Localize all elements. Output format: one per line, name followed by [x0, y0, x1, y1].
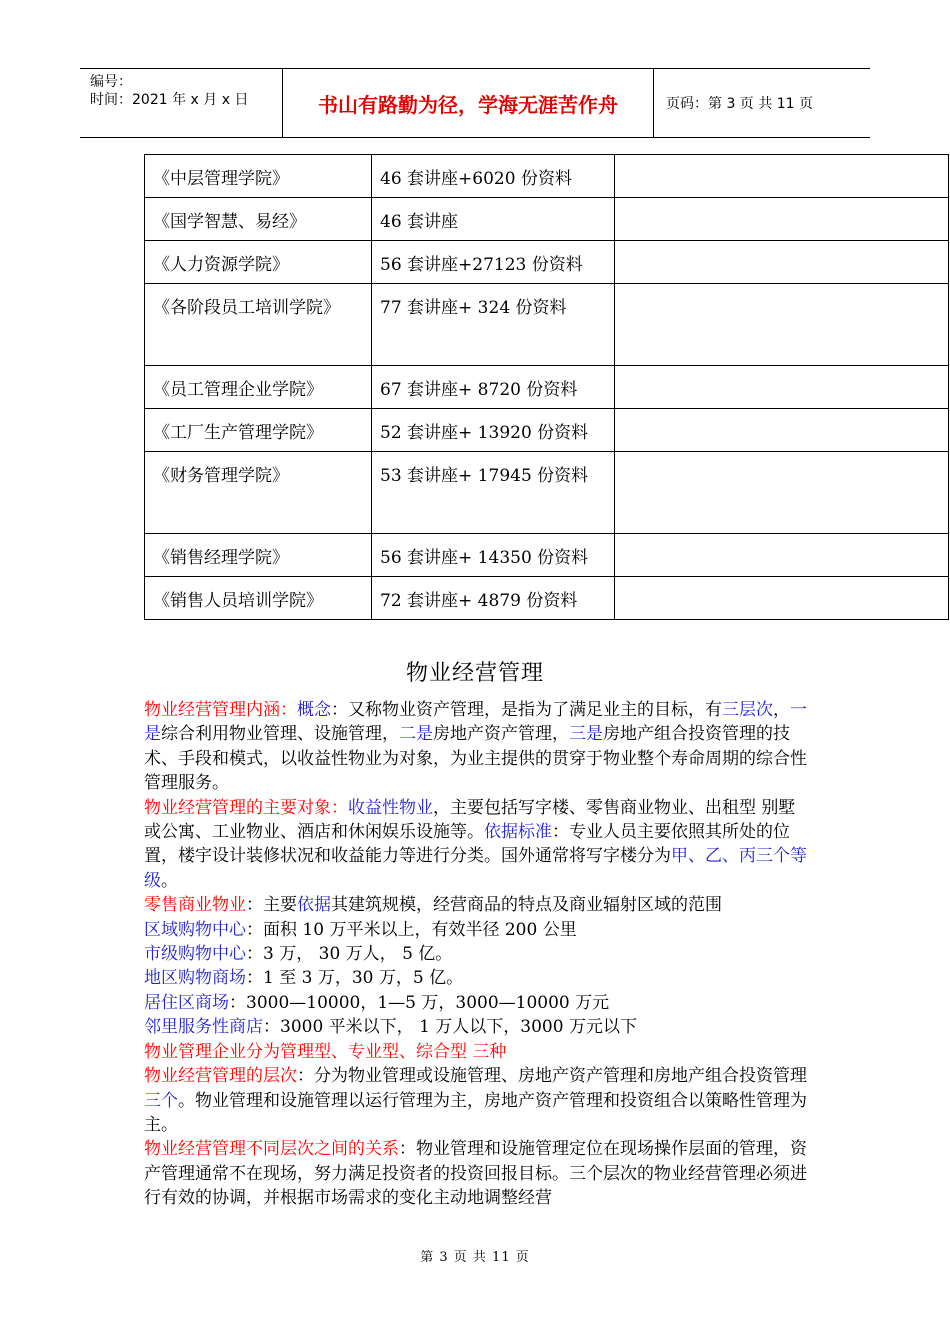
body-span: 。物业管理和设施管理以运行管理为主，房地产资产管理和投资组合以策略性管理为主。 — [144, 1090, 807, 1135]
course-content: 46 套讲座 — [372, 198, 615, 241]
body-span: ：面积 10 万平米以上，有效半径 200 公里 — [246, 919, 577, 940]
course-content: 46 套讲座+6020 份资料 — [372, 155, 615, 198]
course-name: 《销售经理学院》 — [145, 534, 372, 577]
course-content: 77 套讲座+ 324 份资料 — [372, 284, 615, 366]
table-row — [145, 366, 949, 409]
table-row — [145, 409, 949, 452]
course-extra — [615, 534, 949, 577]
body-span: ， — [773, 700, 790, 720]
body-span: 房地产资产管理， — [433, 724, 569, 745]
course-name: 《财务管理学院》 — [145, 452, 372, 534]
body-span: ：3 万， 30 万人， 5 亿。 — [246, 944, 453, 965]
paragraph-regional-mall — [144, 918, 808, 942]
paragraph-company-types — [144, 1040, 808, 1064]
table-row — [145, 534, 949, 577]
heading-text: 物业经营管理不同层次之间的关系 — [144, 1139, 399, 1160]
course-extra — [615, 366, 949, 409]
course-extra — [615, 577, 949, 620]
course-name: 《人力资源学院》 — [145, 241, 372, 284]
body-span: ：又称物业资产管理，是指为了满足业主的目标，有 — [331, 700, 722, 720]
paragraph-retail — [144, 893, 808, 917]
paragraph-connotation — [144, 698, 808, 796]
paragraph-residential-mall — [144, 991, 808, 1015]
keyword-text: 一是 — [144, 700, 807, 745]
course-extra — [615, 409, 949, 452]
table-row — [145, 284, 949, 366]
course-extra — [615, 155, 949, 198]
body-span: 综合利用物业管理、设施管理， — [161, 724, 399, 745]
course-name: 《国学智慧、易经》 — [145, 198, 372, 241]
course-extra — [615, 198, 949, 241]
keyword-text: 依据 — [297, 895, 331, 916]
keyword-text: 收益性物业 — [348, 797, 433, 818]
body-span: ：分为物业管理或设施管理、房地产资产管理和房地产组合投资管理 — [297, 1066, 807, 1087]
table-row — [145, 452, 949, 534]
body-span: ：3000—10000，1—5 万，3000—10000 万元 — [229, 992, 610, 1013]
body-span: 房地产组合投资管理的技术、手段和模式，以收益性物业为对象，为业主提供的贯穿于物业整个寿命周期的综合性管理服务。 — [144, 724, 807, 794]
paragraph-levels — [144, 1064, 808, 1137]
page-footer: 第 3 页 共 11 页 — [420, 1250, 530, 1265]
course-extra — [615, 284, 949, 366]
header-motto: 书山有路勤为径，学海无涯苦作舟 — [282, 69, 654, 137]
paragraph-district-mall — [144, 966, 808, 990]
keyword-text: 地区购物商场 — [144, 968, 246, 989]
number-label: 编号： — [90, 74, 132, 90]
course-name: 《中层管理学院》 — [145, 155, 372, 198]
body-span: ：3000 平米以下， 1 万人以下，3000 万元以下 — [263, 1017, 637, 1038]
course-content: 56 套讲座+27123 份资料 — [372, 241, 615, 284]
body-span: ：物业管理和设施管理定位在现场操作层面的管理，资产管理通常不在现场，努力满足投资者的投资回报目标。三个层次的物业经营管理必须进行有效的协调，并根据市场需求的变化主动地调整经营 — [144, 1139, 807, 1209]
course-name: 《员工管理企业学院》 — [145, 366, 372, 409]
paragraph-neighborhood-store — [144, 1015, 808, 1039]
heading-text: 管理型、专业型、综合型 三种 — [280, 1041, 507, 1062]
header-page-info: 页码：第 3 页 共 11 页 — [666, 96, 813, 112]
course-name: 《工厂生产管理学院》 — [145, 409, 372, 452]
heading-text: 物业管理企业分为 — [144, 1041, 280, 1062]
course-content: 53 套讲座+ 17945 份资料 — [372, 452, 615, 534]
heading-text: 物业经营管理内涵： — [144, 700, 297, 720]
body-span: ：专业人员主要依照其所处的位置，楼宇设计装修状况和收益能力等进行分类。国外通常将写字楼分为 — [144, 822, 790, 867]
body-span: 其建筑规模，经营商品的特点及商业辐射区域的范围 — [331, 895, 722, 916]
table-row — [145, 155, 949, 198]
course-name: 《销售人员培训学院》 — [145, 577, 372, 620]
keyword-text: 区域购物中心 — [144, 919, 246, 940]
keyword-text: 甲、乙、丙三个等级 — [144, 846, 807, 891]
table-row — [145, 241, 949, 284]
keyword-text: 居住区商场 — [144, 992, 229, 1013]
body-span: ：1 至 3 万，30 万，5 亿。 — [246, 968, 464, 989]
time-label: 时间：2021 年 x 月 x 日 — [90, 92, 249, 108]
heading-text: 物业经营管理的层次 — [144, 1066, 297, 1087]
course-content: 72 套讲座+ 4879 份资料 — [372, 577, 615, 620]
courses-table — [144, 154, 949, 620]
course-name: 《各阶段员工培训学院》 — [145, 284, 372, 366]
keyword-text: 依据标准 — [484, 822, 552, 843]
heading-text: 零售商业物业 — [144, 895, 246, 916]
course-content: 67 套讲座+ 8720 份资料 — [372, 366, 615, 409]
keyword-text: 市级购物中心 — [144, 944, 246, 965]
paragraph-city-mall — [144, 942, 808, 966]
body-text — [144, 698, 808, 1211]
course-content: 52 套讲座+ 13920 份资料 — [372, 409, 615, 452]
keyword-text: 邻里服务性商店 — [144, 1017, 263, 1038]
header-meta — [80, 69, 282, 137]
keyword-text: 三个 — [144, 1090, 178, 1111]
course-extra — [615, 452, 949, 534]
paragraph-relations — [144, 1137, 808, 1210]
keyword-text: 三是 — [569, 724, 603, 745]
course-content: 56 套讲座+ 14350 份资料 — [372, 534, 615, 577]
heading-text: 物业经营管理的主要对象： — [144, 797, 348, 818]
course-extra — [615, 241, 949, 284]
page-header — [80, 68, 870, 138]
table-row — [145, 577, 949, 620]
keyword-text: 二是 — [399, 724, 433, 745]
paragraph-main-objects — [144, 796, 808, 894]
table-row — [145, 198, 949, 241]
body-span: 。 — [161, 870, 178, 891]
keyword-text: 概念 — [297, 700, 331, 720]
keyword-text: 三层次 — [722, 700, 773, 720]
section-title: 物业经营管理 — [405, 661, 544, 686]
body-span: ：主要 — [246, 895, 297, 916]
body-span: ，主要包括写字楼、零售商业物业、出租型 别墅或公寓、工业物业、酒店和休闲娱乐设施等。 — [144, 797, 796, 843]
